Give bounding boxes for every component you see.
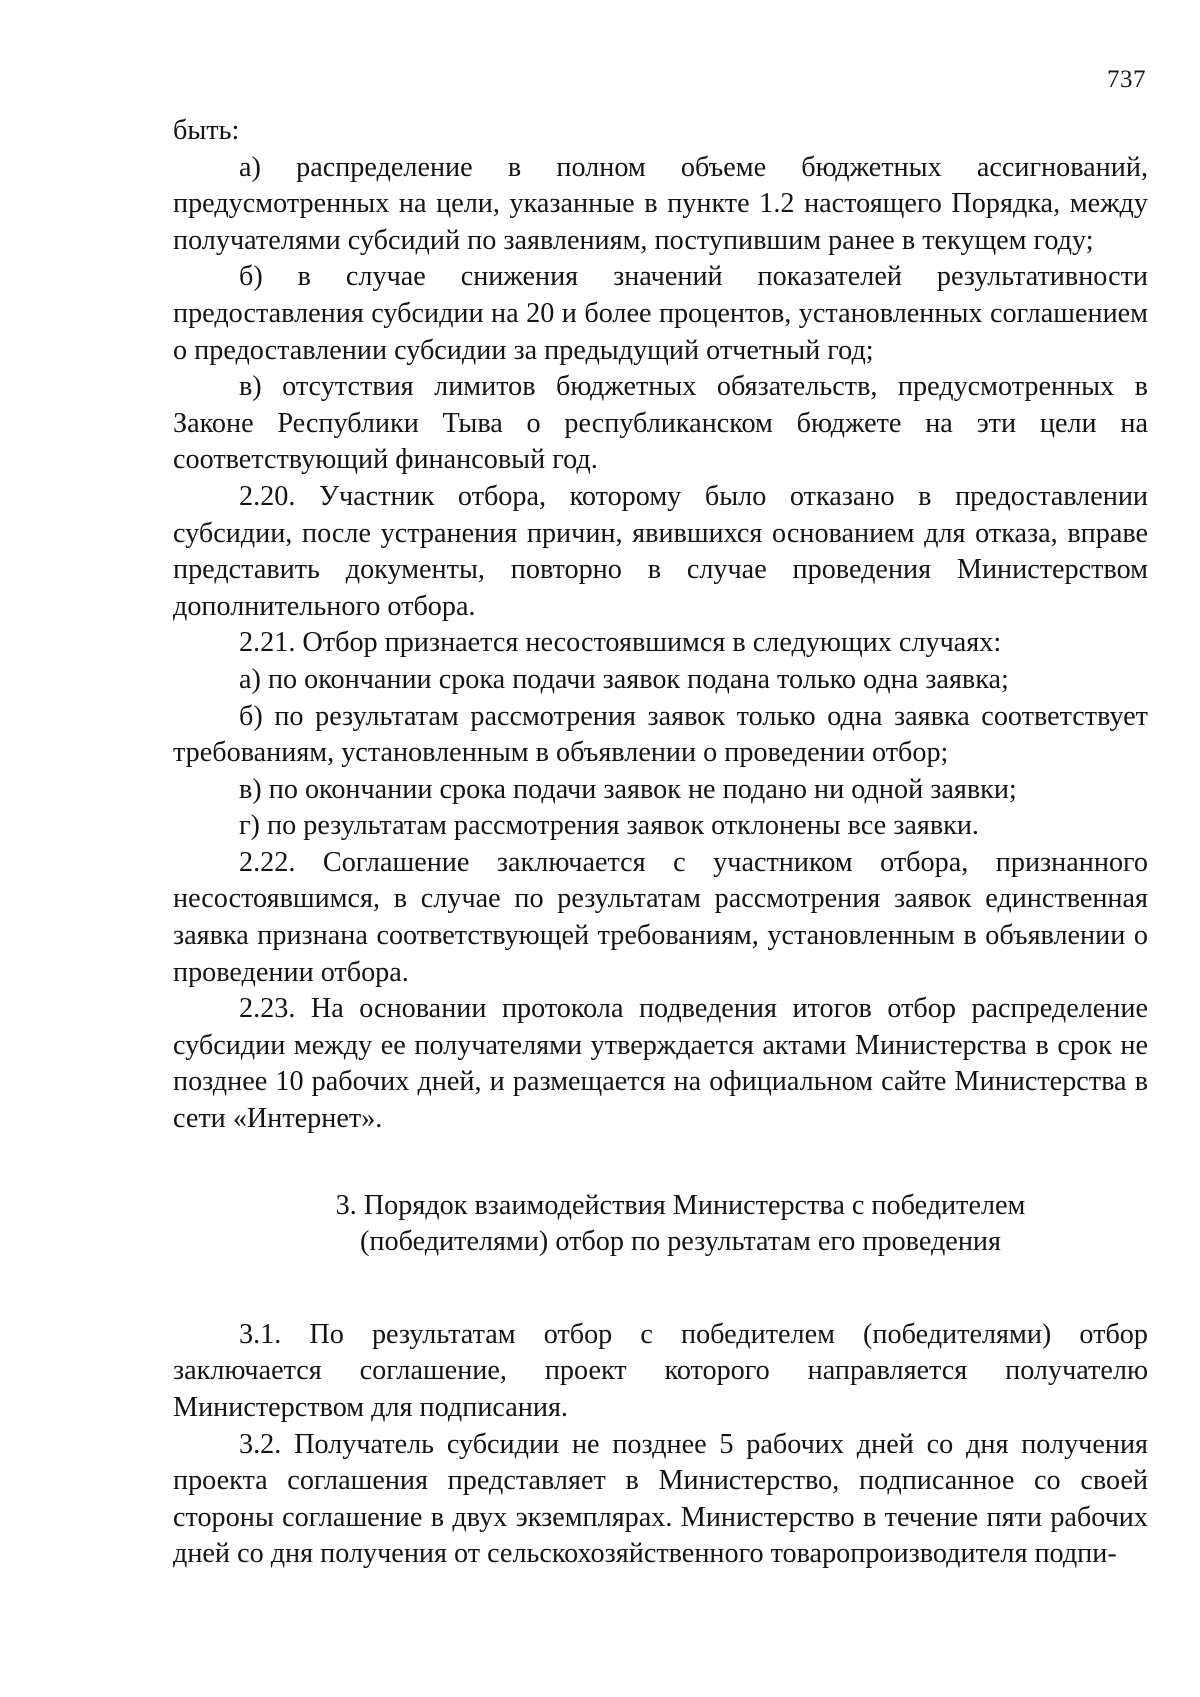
paragraph: 3.1. По результатам отбор с победителем (победителями) отбор заключается соглашение, проект которого направляется получателю Министерством для подписания. <box>173 1318 1148 1423</box>
paragraph: 3.2. Получатель субсидии не позднее 5 рабочих дней со дня получения проекта соглашения представляет в Министерство, подписанное со своей стороны соглашение в двух экземплярах. Министерство в течение пяти рабочих дней со дня получения от сельскохозяйственного товаропроизводителя подпи- <box>173 1428 1148 1570</box>
paragraph: б) в случае снижения значений показателей результативности предоставления субсидии на 20 и более процентов, установленных соглашением о предоставлении субсидии за предыдущий отчетный год; <box>173 261 1148 366</box>
paragraphs-after-heading <box>173 1317 1148 1573</box>
paragraph: в) по окончании срока подачи заявок не подано ни одной заявки; <box>239 773 1017 805</box>
section-heading-line-2: (победителями) отбор по результатам его проведения <box>360 1226 1001 1258</box>
section-heading-line-1: 3. Порядок взаимодействия Министерства с победителем <box>335 1189 1026 1221</box>
paragraph: 2.20. Участник отбора, которому было отказано в предоставлении субсидии, после устранения причин, явившихся основанием для отказа, вправе представить документы, повторно в случае проведения Министерством дополнительного отбора. <box>173 480 1148 622</box>
paragraph: 2.21. Отбор признается несостоявшимся в следующих случаях: <box>239 627 1002 659</box>
paragraph: быть: <box>173 115 240 146</box>
paragraph: г) по результатам рассмотрения заявок отклонены все заявки. <box>239 810 979 842</box>
paragraph: б) по результатам рассмотрения заявок только одна заявка соответствует требованиям, установленным в объявлении о проведении отбор; <box>173 700 1148 769</box>
paragraphs-before-heading <box>173 113 1148 1138</box>
paragraph: а) по окончании срока подачи заявок подана только одна заявка; <box>239 663 1009 695</box>
page-number: 737 <box>1107 66 1146 93</box>
paragraph: а) распределение в полном объеме бюджетных ассигнований, предусмотренных на цели, указанные в пункте 1.2 настоящего Порядка, между получателями субсидий по заявлениям, поступившим ранее в текущем году; <box>173 151 1148 256</box>
paragraph: 2.23. На основании протокола подведения итогов отбор распределение субсидии между ее получателями утверждается актами Министерства в срок не позднее 10 рабочих дней, и размещается на официальном сайте Министерства в сети «Интернет». <box>173 993 1148 1135</box>
paragraph: 2.22. Соглашение заключается с участником отбора, признанного несостоявшимся, в случае по результатам рассмотрения заявок единственная заявка признана соответствующей требованиям, установленным в объявлении о проведении отбора. <box>173 846 1148 988</box>
section-heading <box>173 1188 1148 1261</box>
document-body <box>173 113 1148 1573</box>
paragraph: в) отсутствия лимитов бюджетных обязательств, предусмотренных в Законе Республики Тыва о республиканском бюджете на эти цели на соответствующий финансовый год. <box>173 371 1148 476</box>
